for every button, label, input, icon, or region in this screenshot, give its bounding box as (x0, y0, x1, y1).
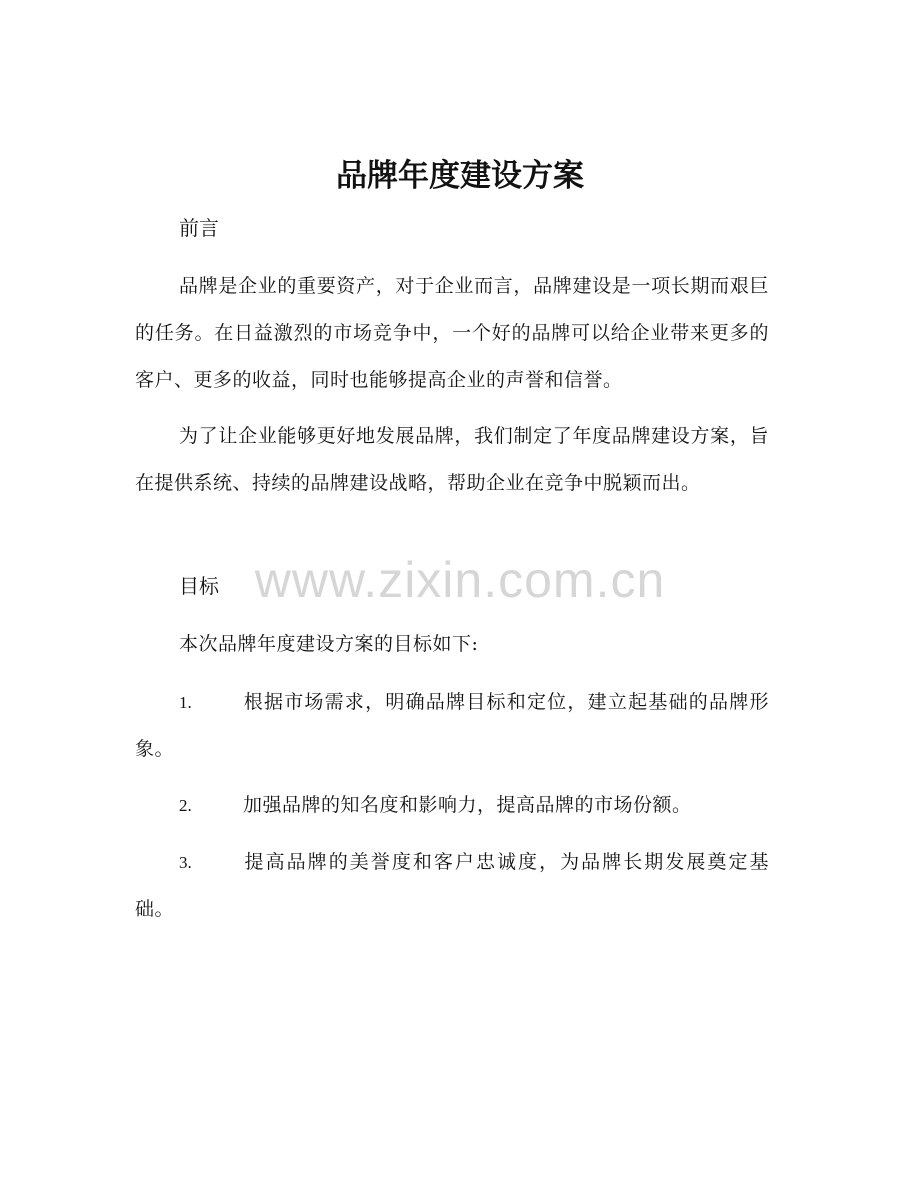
goal-list-number: 2. (179, 796, 192, 815)
section-heading-goals: 目标 (179, 574, 219, 598)
watermark: www.zixin.com.cn (254, 552, 666, 608)
preface-paragraph-1: 品牌是企业的重要资产，对于企业而言，品牌建设是一项长期而艰巨的任务。在日益激烈的市场竞争中，一个好的品牌可以给企业带来更多的客户、更多的收益，同时也能够提高企业的声誉和信誉。 (135, 275, 769, 391)
goal-list-item (135, 782, 769, 829)
goal-list-item (135, 839, 769, 933)
preface-paragraph-2: 为了让企业能够更好地发展品牌，我们制定了年度品牌建设方案，旨在提供系统、持续的品牌建设战略，帮助企业在竞争中脱颖而出。 (135, 425, 769, 494)
section-heading-preface: 前言 (179, 216, 219, 240)
goal-list-number: 3. (179, 853, 192, 872)
goal-list-item (135, 679, 769, 773)
goal-list-text: 根据市场需求，明确品牌目标和定位，建立起基础的品牌形象。 (135, 691, 769, 760)
goals-intro: 本次品牌年度建设方案的目标如下: (179, 633, 479, 655)
document-title: 品牌年度建设方案 (336, 158, 584, 194)
goal-list-text: 加强品牌的知名度和影响力，提高品牌的市场份额。 (243, 794, 692, 816)
goal-list-text: 提高品牌的美誉度和客户忠诚度，为品牌长期发展奠定基础。 (135, 851, 769, 920)
goal-list-number: 1. (179, 693, 192, 712)
